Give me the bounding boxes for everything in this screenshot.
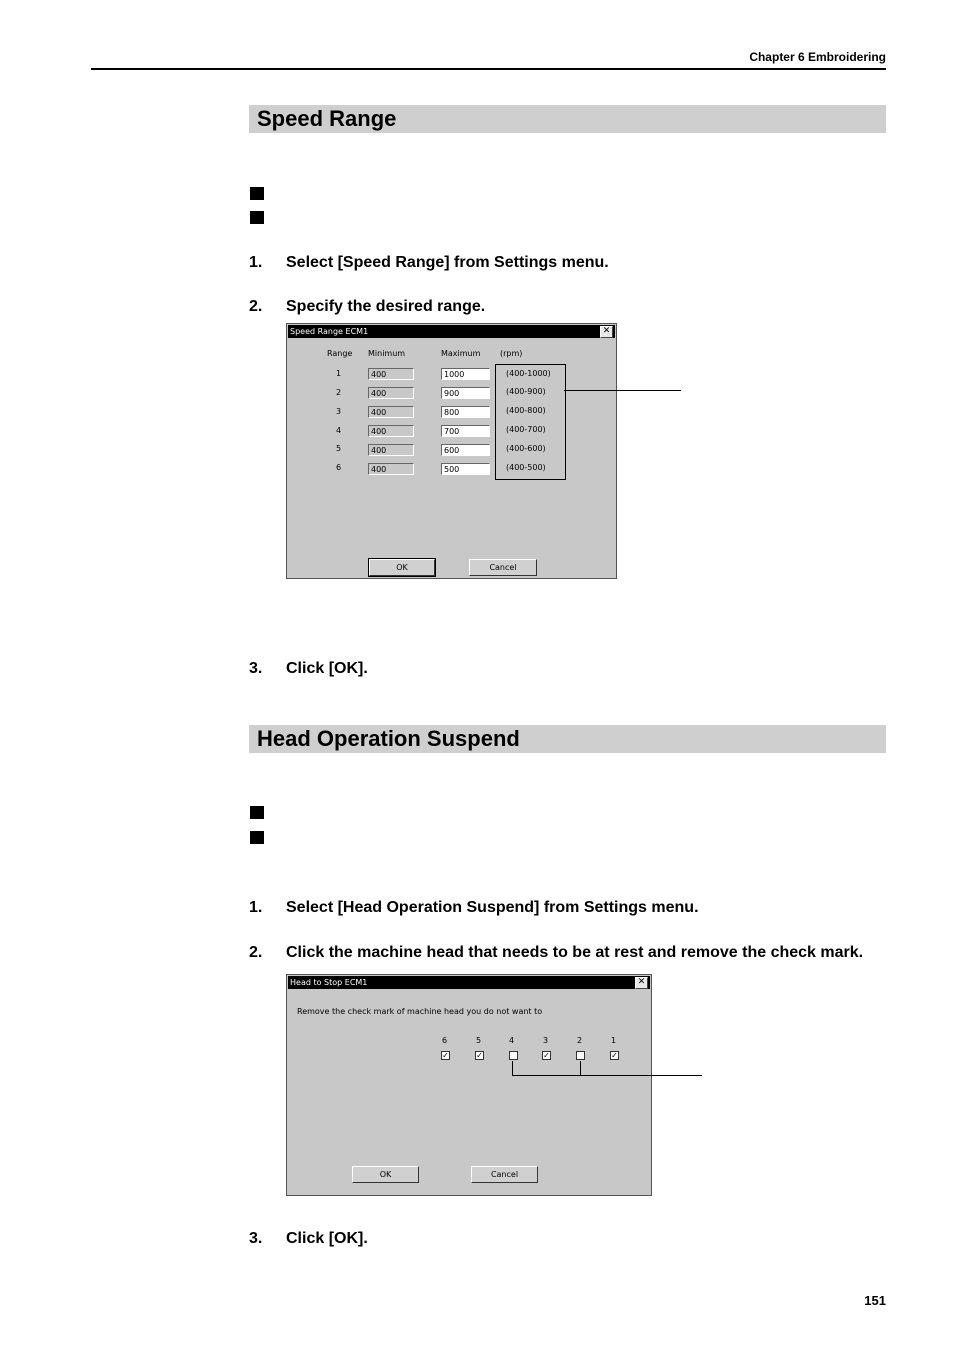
- range-number: 4: [336, 426, 342, 435]
- allowed-range: (400-500): [506, 463, 546, 472]
- head-label: 4: [509, 1036, 515, 1045]
- step-2: [249, 944, 863, 962]
- minimum-field: 400: [368, 406, 414, 418]
- range-number: 1: [336, 369, 342, 378]
- step-number: 3.: [249, 660, 263, 677]
- section-title-head-operation-suspend: Head Operation Suspend: [249, 725, 886, 753]
- range-number: 5: [336, 444, 342, 453]
- head-label: 5: [476, 1036, 482, 1045]
- speed-range-dialog: [286, 323, 617, 579]
- minimum-field: 400: [368, 444, 414, 456]
- header-rule: [91, 68, 886, 70]
- maximum-field[interactable]: 700: [441, 425, 490, 437]
- step-text: Click [OK].: [286, 1230, 368, 1247]
- dialog-title: Head to Stop ECM1: [290, 978, 368, 987]
- minimum-field: 400: [368, 368, 414, 380]
- step-text: Specify the desired range.: [286, 298, 486, 315]
- maximum-field[interactable]: 500: [441, 463, 490, 475]
- head-label: 2: [577, 1036, 583, 1045]
- maximum-field[interactable]: 800: [441, 406, 490, 418]
- allowed-range: (400-1000): [506, 369, 551, 378]
- minimum-field: 400: [368, 425, 414, 437]
- callout-line: [564, 390, 681, 391]
- unit-header: (rpm): [500, 349, 523, 358]
- close-icon[interactable]: ✕: [600, 326, 613, 338]
- minimum-header: Minimum: [368, 349, 406, 358]
- step-1: [249, 899, 699, 917]
- range-header: Range: [327, 349, 353, 358]
- step-text: Select [Speed Range] from Settings menu.: [286, 254, 609, 271]
- step-number: 3.: [249, 1230, 263, 1247]
- range-number: 3: [336, 407, 342, 416]
- range-number: 2: [336, 388, 342, 397]
- ok-button[interactable]: OK: [352, 1166, 419, 1183]
- maximum-header: Maximum: [441, 349, 481, 358]
- bullet-marker: [250, 831, 264, 844]
- step-3: [249, 660, 368, 678]
- head-checkbox[interactable]: ✓: [476, 1051, 483, 1060]
- step-number: 2.: [249, 944, 263, 961]
- step-number: 2.: [249, 298, 263, 315]
- head-checkbox[interactable]: ✓: [611, 1051, 618, 1060]
- callout-line: [512, 1061, 513, 1075]
- head-label: 6: [442, 1036, 448, 1045]
- allowed-range: (400-800): [506, 406, 546, 415]
- maximum-field[interactable]: 1000: [441, 368, 490, 380]
- ok-button[interactable]: OK: [369, 559, 435, 576]
- step-number: 1.: [249, 254, 263, 271]
- cancel-button[interactable]: Cancel: [469, 559, 537, 576]
- step-text: Click the machine head that needs to be at rest and remove the check mark.: [286, 944, 864, 961]
- allowed-range: (400-600): [506, 444, 546, 453]
- step-text: Click [OK].: [286, 660, 368, 677]
- dialog-titlebar: [288, 325, 615, 338]
- step-3: [249, 1230, 368, 1248]
- close-icon[interactable]: ✕: [635, 977, 648, 989]
- page-number: 151: [864, 1293, 886, 1308]
- instruction-text: Remove the check mark of machine head you do not want to: [297, 1007, 543, 1016]
- bullet-marker: [250, 806, 264, 819]
- bullet-marker: [250, 187, 264, 200]
- head-checkbox[interactable]: [576, 1051, 585, 1060]
- bullet-marker: [250, 211, 264, 224]
- step-number: 1.: [249, 899, 263, 916]
- minimum-field: 400: [368, 387, 414, 399]
- dialog-title: Speed Range ECM1: [290, 327, 369, 336]
- allowed-range: (400-700): [506, 425, 546, 434]
- head-checkbox[interactable]: ✓: [543, 1051, 550, 1060]
- maximum-field[interactable]: 900: [441, 387, 490, 399]
- maximum-field[interactable]: 600: [441, 444, 490, 456]
- cancel-button[interactable]: Cancel: [471, 1166, 538, 1183]
- callout-line: [512, 1075, 702, 1076]
- minimum-field: 400: [368, 463, 414, 475]
- chapter-header: Chapter 6 Embroidering: [749, 50, 886, 64]
- section-title-speed-range: Speed Range: [249, 105, 886, 133]
- head-to-stop-dialog: [286, 974, 652, 1196]
- head-label: 1: [611, 1036, 617, 1045]
- dialog-titlebar: [288, 976, 650, 989]
- step-1: [249, 254, 609, 272]
- head-checkbox[interactable]: ✓: [442, 1051, 449, 1060]
- head-label: 3: [543, 1036, 549, 1045]
- allowed-range: (400-900): [506, 387, 546, 396]
- step-2: [249, 298, 485, 316]
- range-number: 6: [336, 463, 342, 472]
- callout-line: [580, 1061, 581, 1075]
- head-checkbox[interactable]: [509, 1051, 518, 1060]
- step-text: Select [Head Operation Suspend] from Settings menu.: [286, 899, 699, 916]
